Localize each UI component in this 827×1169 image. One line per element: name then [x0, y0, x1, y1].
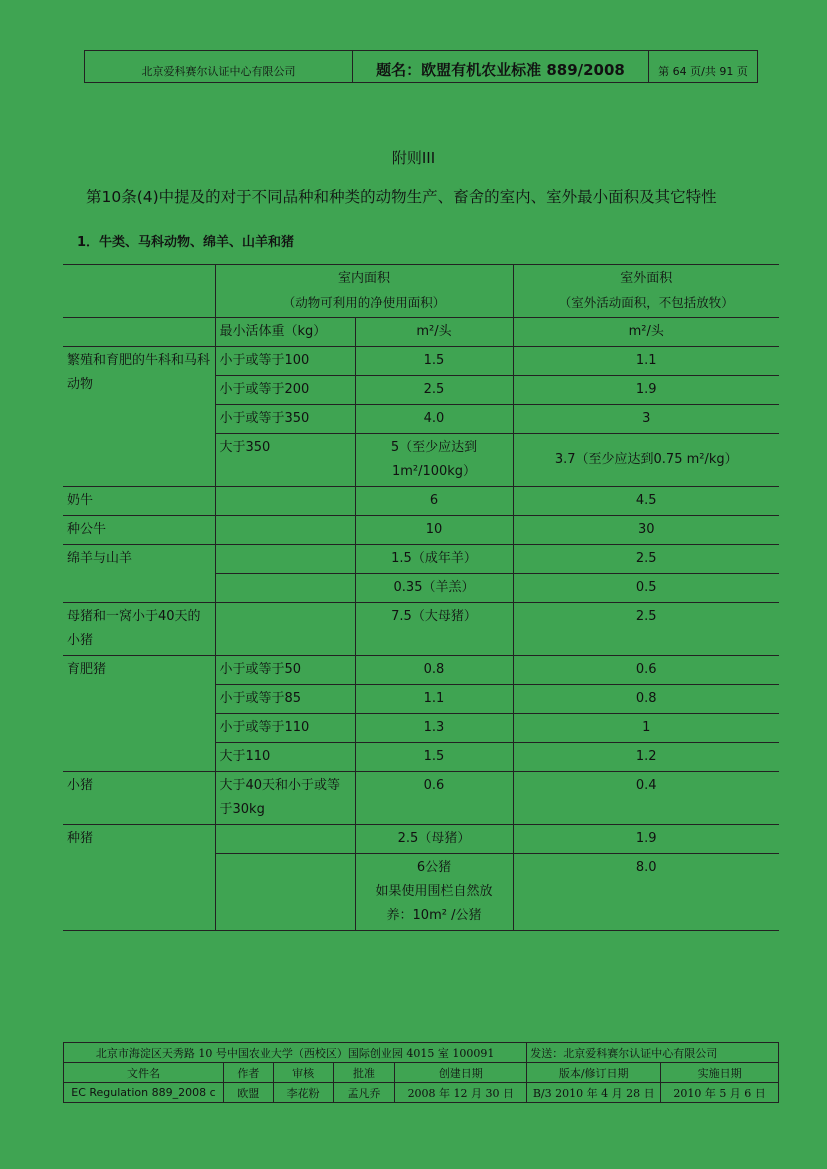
indoor-cell-line: 6公猪 [416, 860, 452, 875]
indoor-cell: 4.0 [355, 405, 513, 434]
annex-title: 附则III [391, 149, 436, 167]
area-requirements-table [63, 264, 779, 931]
weight-cell: 小于或等于50 [215, 656, 355, 685]
table-row [63, 772, 779, 825]
outdoor-cell: 8.0 [513, 854, 779, 931]
indoor-cell: 0.35（羊羔） [355, 574, 513, 603]
weight-cell: 小于或等于350 [215, 405, 355, 434]
unit-indoor: m²/头 [355, 318, 513, 347]
unit-outdoor: m²/头 [513, 318, 779, 347]
footer-header-cell: 版本/修订日期 [527, 1063, 661, 1083]
indoor-cell-line: 养：10m² /公猪 [386, 908, 482, 923]
outdoor-cell: 30 [513, 516, 779, 545]
page-header [84, 50, 758, 83]
section-title: 1．牛类、马科动物、绵羊、山羊和猪 [77, 235, 295, 250]
row-label-dairy: 奶牛 [63, 487, 215, 516]
footer-header-row [64, 1063, 779, 1083]
row-label-sheep: 绵羊与山羊 [63, 545, 215, 603]
footer-value-row [64, 1083, 779, 1103]
footer-header-cell: 作者 [223, 1063, 273, 1083]
table-unit-row [63, 318, 779, 347]
indoor-cell: 1.5 [355, 347, 513, 376]
footer-value-cell: 孟凡乔 [333, 1083, 395, 1103]
outdoor-area-title: 室外面积 [620, 271, 673, 286]
indoor-cell-line: 5（至少应达到 [390, 440, 478, 455]
weight-header: 最小活体重（kg） [215, 318, 355, 347]
weight-cell: 小于或等于85 [215, 685, 355, 714]
table-row [63, 656, 779, 685]
indoor-cell: 1.3 [355, 714, 513, 743]
header-page-number: 第 64 页/共 91 页 [658, 65, 748, 78]
table-row [63, 487, 779, 516]
table-row [63, 516, 779, 545]
outdoor-cell: 1.9 [513, 825, 779, 854]
indoor-area-header [215, 265, 513, 318]
outdoor-cell: 1 [513, 714, 779, 743]
footer-value-cell: 2008 年 12 月 30 日 [395, 1083, 527, 1103]
indoor-area-subtitle: （动物可利用的净使用面积） [282, 295, 446, 310]
footer-header-cell: 批准 [333, 1063, 395, 1083]
footer-header-cell: 实施日期 [661, 1063, 779, 1083]
weight-cell: 大于350 [215, 434, 355, 487]
outdoor-cell: 0.4 [513, 772, 779, 825]
indoor-cell: 1.1 [355, 685, 513, 714]
row-label-sows: 母猪和一窝小于40天的小猪 [63, 603, 215, 656]
outdoor-area-subtitle: （室外活动面积，不包括放牧） [558, 295, 734, 310]
footer-address: 北京市海淀区天秀路 10 号中国农业大学（西校区）国际创业园 4015 室 100091 [64, 1043, 527, 1063]
outdoor-area-header [513, 265, 779, 318]
outdoor-cell: 0.8 [513, 685, 779, 714]
footer-value-cell: 欧盟 [223, 1083, 273, 1103]
footer-send-to: 发送：北京爱科赛尔认证中心有限公司 [527, 1043, 779, 1063]
outdoor-cell: 2.5 [513, 603, 779, 656]
footer-header-cell: 审核 [273, 1063, 333, 1083]
weight-cell: 大于110 [215, 743, 355, 772]
outdoor-cell: 0.6 [513, 656, 779, 685]
footer-value-cell: B/3 2010 年 4 月 28 日 [527, 1083, 661, 1103]
footer-header-cell: 创建日期 [395, 1063, 527, 1083]
row-label-fattening-pigs: 育肥猪 [63, 656, 215, 772]
indoor-cell: 1.5 [355, 743, 513, 772]
outdoor-cell: 1.9 [513, 376, 779, 405]
header-title: 题名：欧盟有机农业标准 889/2008 [353, 51, 649, 82]
table-row [63, 347, 779, 376]
outdoor-cell: 2.5 [513, 545, 779, 574]
indoor-cell: 1.5（成年羊） [355, 545, 513, 574]
outdoor-cell: 1.1 [513, 347, 779, 376]
header-company: 北京爱科赛尔认证中心有限公司 [85, 51, 353, 82]
indoor-cell: 2.5（母猪） [355, 825, 513, 854]
weight-cell: 小于或等于200 [215, 376, 355, 405]
table-header-empty [63, 265, 215, 318]
table-row [63, 545, 779, 574]
document-footer-table [63, 1042, 779, 1103]
indoor-cell-line: 如果使用围栏自然放 [375, 884, 493, 899]
table-row [63, 603, 779, 656]
row-label-breeding-pigs: 种猪 [63, 825, 215, 931]
weight-cell: 小于或等于110 [215, 714, 355, 743]
outdoor-cell: 3.7（至少应达到0.75 m²/kg） [513, 434, 779, 487]
indoor-area-title: 室内面积 [337, 271, 390, 286]
indoor-cell: 10 [355, 516, 513, 545]
outdoor-cell: 1.2 [513, 743, 779, 772]
footer-value-cell: EC Regulation 889_2008 c [64, 1083, 224, 1103]
indoor-cell-line: 1m²/100kg） [391, 464, 477, 479]
indoor-cell: 2.5 [355, 376, 513, 405]
row-label-cattle: 繁殖和育肥的牛科和马科动物 [63, 347, 215, 487]
footer-value-cell: 2010 年 5 月 6 日 [661, 1083, 779, 1103]
row-label-piglets: 小猪 [63, 772, 215, 825]
outdoor-cell: 4.5 [513, 487, 779, 516]
outdoor-cell: 3 [513, 405, 779, 434]
footer-header-cell: 文件名 [64, 1063, 224, 1083]
footer-value-cell: 李花粉 [273, 1083, 333, 1103]
table-header-row [63, 265, 779, 318]
outdoor-cell: 0.5 [513, 574, 779, 603]
table-row [63, 825, 779, 854]
document-subtitle: 第10条(4)中提及的对于不同品种和种类的动物生产、畜舍的室内、室外最小面积及其它特性 [86, 188, 717, 206]
weight-cell: 小于或等于100 [215, 347, 355, 376]
indoor-cell: 0.8 [355, 656, 513, 685]
weight-cell: 大于40天和小于或等于30kg [215, 772, 355, 825]
indoor-cell [355, 434, 513, 487]
indoor-cell [355, 854, 513, 931]
row-label-bulls: 种公牛 [63, 516, 215, 545]
indoor-cell: 0.6 [355, 772, 513, 825]
indoor-cell: 7.5（大母猪） [355, 603, 513, 656]
indoor-cell: 6 [355, 487, 513, 516]
